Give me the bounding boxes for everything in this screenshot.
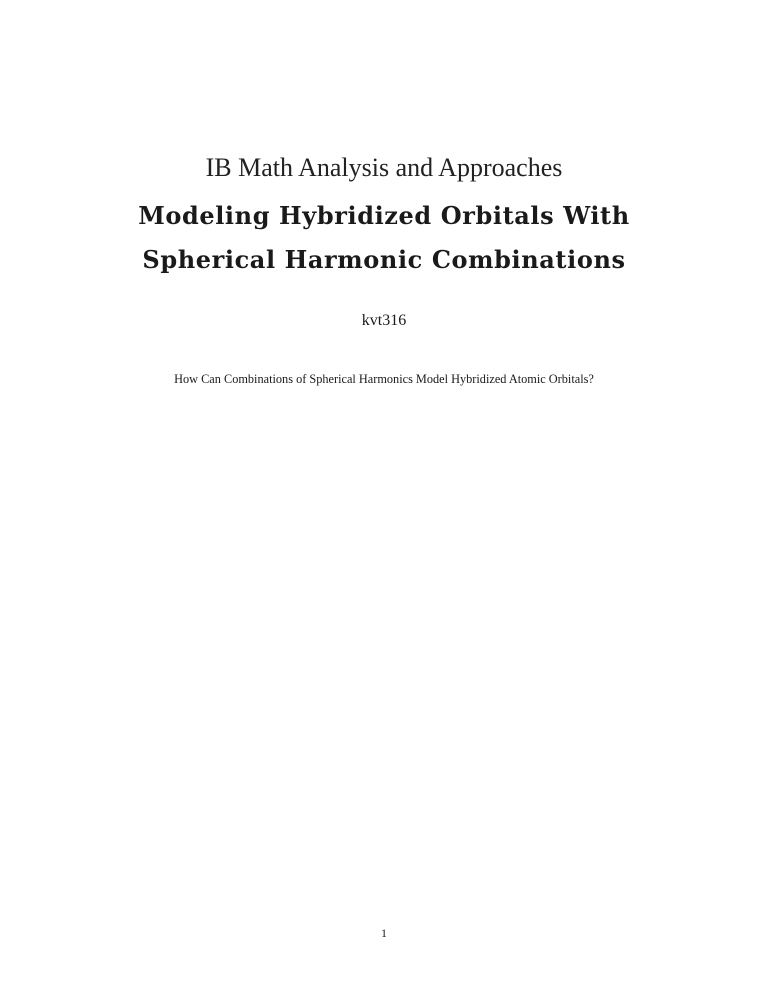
course-name: IB Math Analysis and Approaches bbox=[205, 153, 563, 182]
page-number: 1 bbox=[381, 926, 387, 940]
title-line-2: Spherical Harmonic Combinations bbox=[142, 245, 626, 274]
research-question: How Can Combinations of Spherical Harmonics Model Hybridized Atomic Orbitals? bbox=[174, 372, 594, 386]
author: kvt316 bbox=[361, 312, 407, 329]
title-line-1: Modeling Hybridized Orbitals With bbox=[138, 201, 630, 230]
